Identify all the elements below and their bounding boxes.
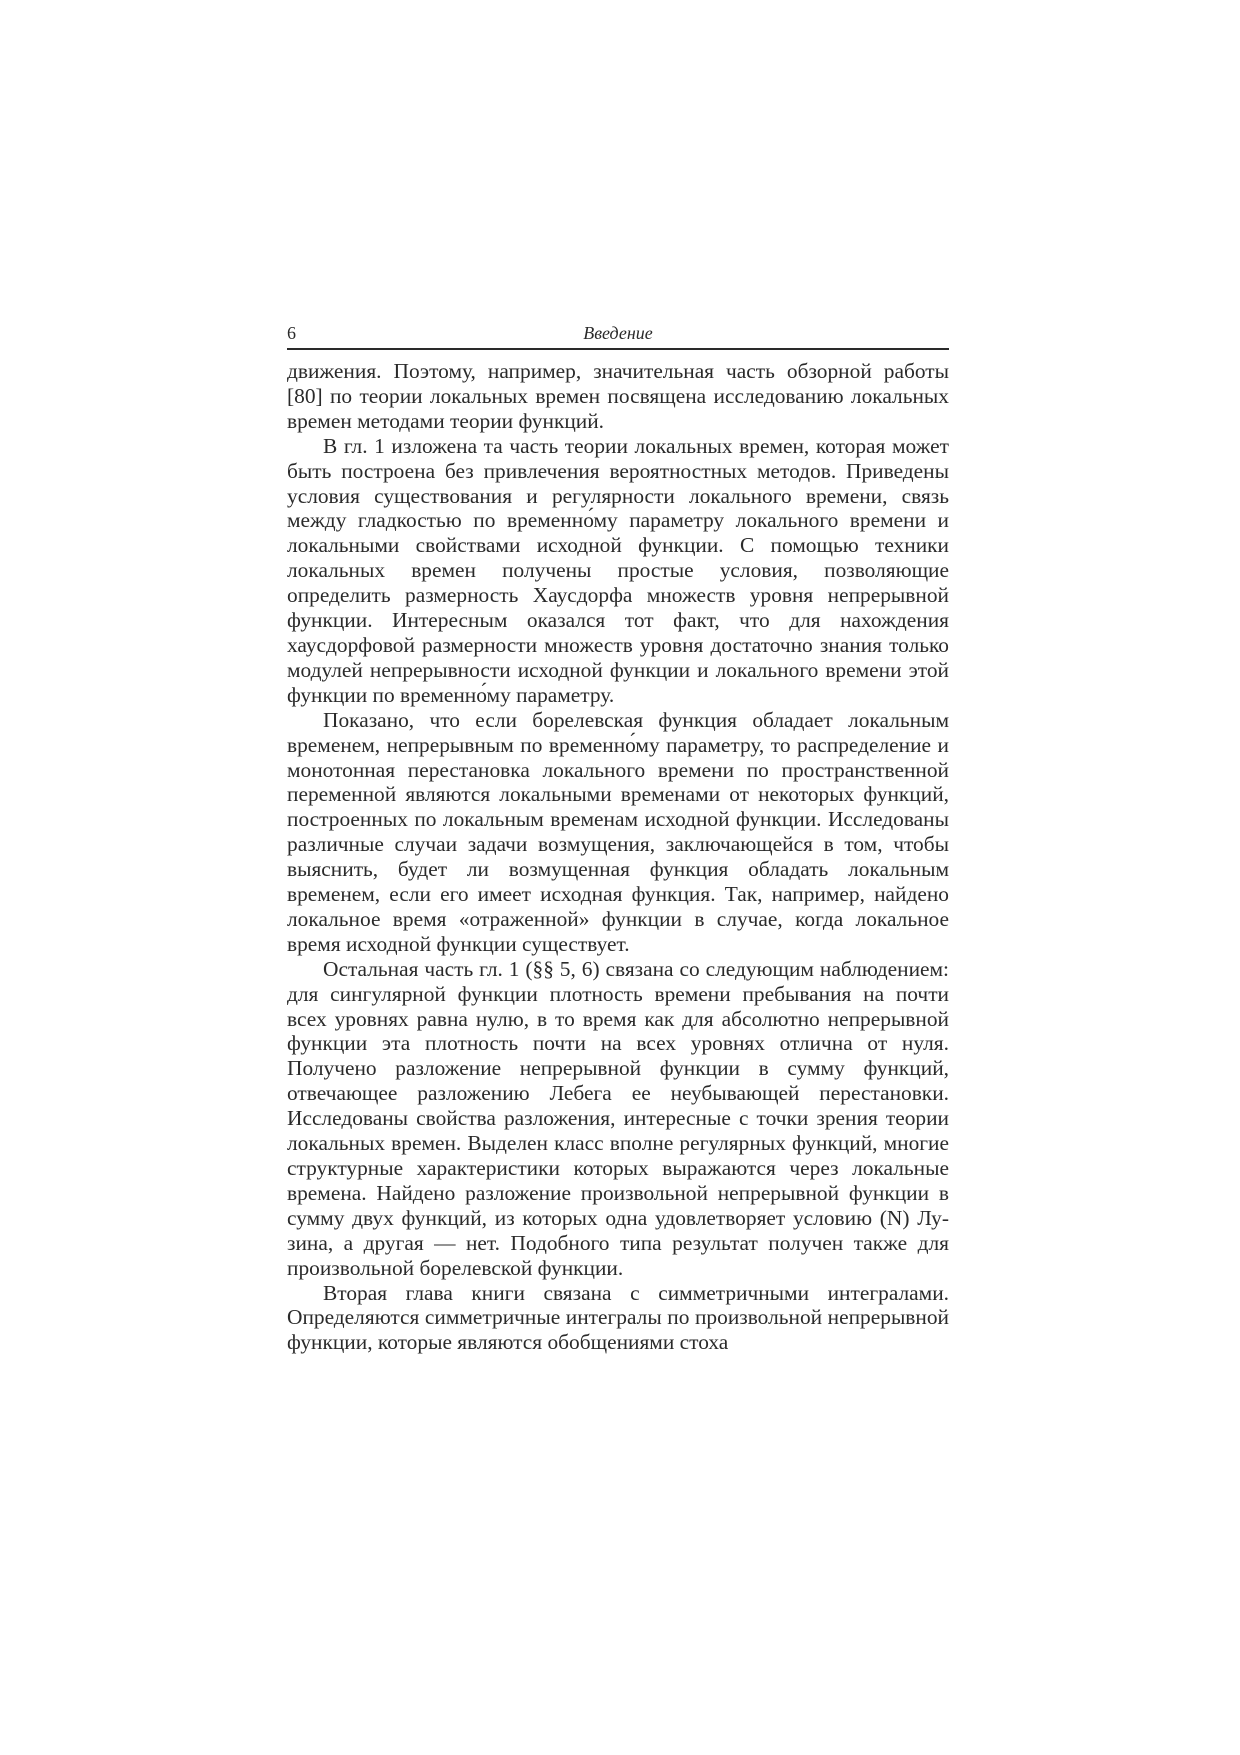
paragraph: движения. Поэтому, например, значительная часть обзорной работы [80] по теории локальных времен посвящена исследованию локальных времен методами теории функций. [287, 359, 949, 433]
running-head [287, 322, 949, 350]
book-page [287, 322, 949, 1355]
paragraph: Показано, что если борелевская функция обладает локальным временем, непрерывным по временно́му параметру, то распределение и монотонная перестановка локального времени по пространственной переменной являются локальными временами от некоторых функций, построенных по локальным временам исходной функции. Исследованы различные случаи задачи возмущения, заключающейся в том, чтобы выяснить, будет ли возмущенная функция обладать локальным временем, если его имеет исходная функция. Так, например, найдено локальное время «отраженной» функции в случае, когда локальное время исходной функции существует. [287, 707, 949, 956]
paragraph: Остальная часть гл. 1 (§§ 5, 6) связана со следующим наблюдением: для сингулярной функции плотность времени пребывания на почти всех уровнях равна нулю, в то время как для абсолютно непрерывной функции эта плотность почти на всех уровнях отлична от нуля. Получено разложение непрерывной функции в сумму функций, отвечающее разложению Лебега ее неубывающей перестановки. Исследованы свойства разложения, интересные с точки зрения теории локальных времен. Выделен класс вполне регулярных функций, многие структурные характеристики которых выражаются через локальные времена. Найдено разложение произвольной непрерывной функции в сумму двух функций, из которых одна удовлетворяет условию (N) Лузина, а другая — нет. Подобного типа результат получен также для произвольной борелевской функции. [287, 956, 949, 1280]
running-head-title: Введение [583, 323, 653, 343]
paragraph: Вторая глава книги связана с симметричными интегралами. Определяются симметричные интегралы по произвольной непрерывной функции, которые являются обобщениями стоха [287, 1280, 949, 1355]
paragraph: В гл. 1 изложена та часть теории локальных времен, которая может быть построена без привлечения вероятностных методов. Приведены условия существования и регулярности локального времени, связь между гладкостью по временно́му параметру локального времени и локальными свойствами исходной функции. С помощью техники локальных времен получены простые условия, позволяющие определить размерность Хаусдорфа множеств уровня непрерывной функции. Интересным оказался тот факт, что для нахождения хаусдорфовой размерности множеств уровня достаточно знания только модулей непрерывности исходной функции и локального времени этой функции по временно́му параметру. [287, 433, 949, 707]
page-number: 6 [287, 323, 296, 343]
body-text [287, 359, 949, 1355]
